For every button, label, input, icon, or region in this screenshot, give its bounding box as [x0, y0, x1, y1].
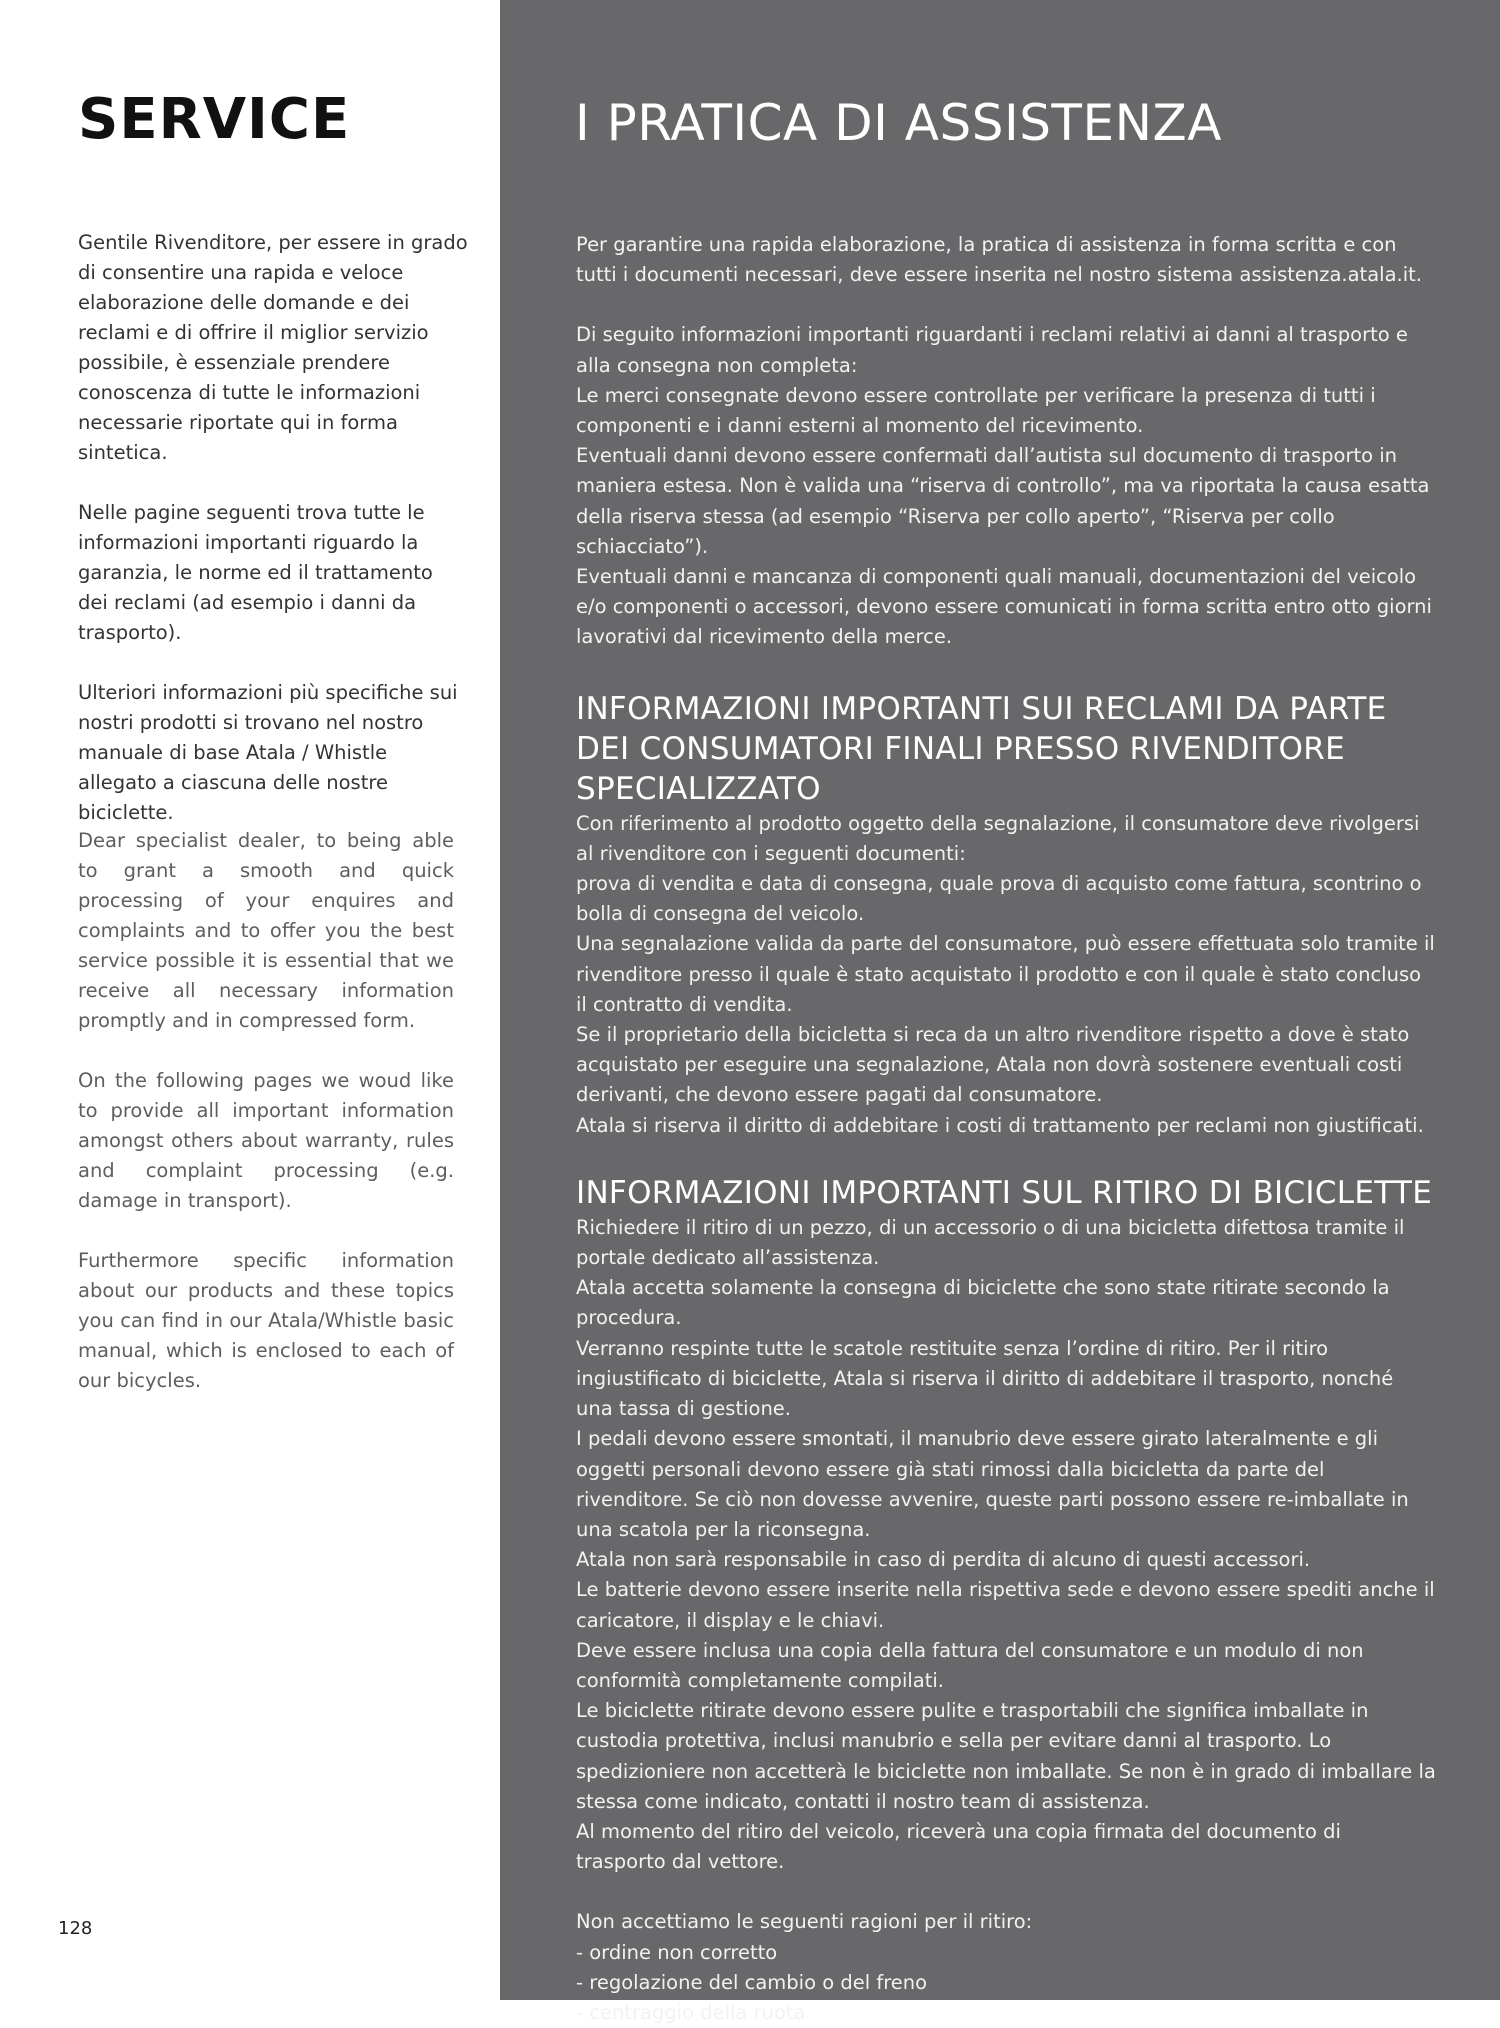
text-line: Di seguito informazioni importanti riguardanti i reclami relativi ai danni al trasporto e alla consegna non completa: [576, 323, 1408, 377]
text-line: Con riferimento al prodotto oggetto della segnalazione, il consumatore deve rivolgersi al rivenditore con i seguenti documenti: [576, 811, 1420, 865]
text-line: Eventuali danni e mancanza di componenti quali manuali, documentazioni del veicolo e/o componenti o accessori, devono essere comunicati in forma scritta entro otto giorni lavorativi dal ricevimento della merce. [576, 565, 1432, 649]
transport-damage-block [576, 320, 1436, 652]
left-column [0, 0, 500, 2000]
text-line: Se il proprietario della bicicletta si reca da un altro rivenditore rispetto a dove è stato acquistato per eseguire una segnalazione, Atala non dovrà sostenere eventuali costi derivanti, che devono essere pagati dal consumatore. [576, 1023, 1410, 1107]
text-line: Atala si riserva il diritto di addebitare i costi di trattamento per reclami non giustificati. [576, 1113, 1424, 1137]
text-line: Verranno respinte tutte le scatole restituite senza l’ordine di ritiro. Per il ritiro ingiustificato di biciclette, Atala si riserva il diritto di addebitare il trasporto, nonché una tassa di gestione. [576, 1336, 1394, 1421]
text-line: Atala non sarà responsabile in caso di perdita di alcuno di questi accessori. [576, 1548, 1311, 1572]
text-line: Le merci consegnate devono essere controllate per verificare la presenza di tutti i componenti e i danni esterni al momento del ricevimento. [576, 383, 1376, 438]
section-heading: INFORMAZIONI IMPORTANTI SUI RECLAMI DA PARTE DEI CONSUMATORI FINALI PRESSO RIVENDITORE SPECIALIZZATO [576, 690, 1387, 807]
text-line: Richiedere il ritiro di un pezzo, di un accessorio o di una bicicletta difettosa tramite il portale dedicato all’assistenza. [576, 1215, 1405, 1270]
english-paragraph: Furthermore specific information about our products and these topics you can find in our Atala/Whistle basic manual, which is enclosed to each of our bicycles. [78, 1249, 454, 1392]
service-title: SERVICE [78, 87, 351, 152]
text-line: Una segnalazione valida da parte del consumatore, può essere effettuata solo tramite il rivenditore presso il quale è stato acquistato il prodotto e con il quale è stato concluso il contratto di vendita. [576, 932, 1435, 1016]
section-heading: INFORMAZIONI IMPORTANTI SUL RITIRO DI BICICLETTE [576, 1174, 1433, 1211]
text-line: Eventuali danni devono essere confermati dall’autista sul documento di trasporto in maniera estesa. Non è valida una “riserva di controllo”, ma va riportata la causa esatta della riserva stessa (ad esempio “Riserva per collo aperto”, “Riserva per collo schiacciato”). [576, 444, 1430, 558]
english-paragraph: On the following pages we woud like to provide all important information amongst others about warranty, rules and complaint processing (e.g. damage in transport). [78, 1069, 454, 1212]
text-line: Deve essere inclusa una copia della fattura del consumatore e un modulo di non conformità completamente compilati. [576, 1638, 1364, 1692]
text-line: Al momento del ritiro del veicolo, riceverà una copia firmata del documento di trasporto dal vettore. [576, 1819, 1341, 1874]
italian-paragraph: Gentile Rivenditore, per essere in grado di consentire una rapida e veloce elaborazione delle domande e dei reclami e di offrire il miglior servizio possibile, è essenziale prendere conoscenza di tutte le informazioni necessarie riportate qui in forma sintetica. [78, 231, 468, 464]
assistance-content [576, 230, 1436, 2028]
list-item: - regolazione del cambio o del freno [576, 1970, 928, 1994]
list-item: - centraggio della ruota [576, 2000, 806, 2024]
text-line: I pedali devono essere smontati, il manubrio deve essere girato lateralmente e gli oggetti personali devono essere già stati rimossi dalla bicicletta da parte del rivenditore. Se ciò non dovesse avvenire, queste parti possono essere re-imballate in una scatola per la riconsegna. [576, 1427, 1409, 1541]
english-paragraph: Dear specialist dealer, to being able to grant a smooth and quick processing of your enquires and complaints and to offer you the best service possible it is essential that we receive all necessary information promptly and in compressed form. [78, 829, 454, 1032]
reasons-intro: Non accettiamo le seguenti ragioni per il ritiro: [576, 1910, 1033, 1934]
english-intro [78, 826, 454, 1426]
text-line: prova di vendita e data di consegna, quale prova di acquisto come fattura, scontrino o bolla di consegna del veicolo. [576, 872, 1422, 926]
assistance-title: I PRATICA DI ASSISTENZA [575, 94, 1222, 152]
intro-paragraph: Per garantire una rapida elaborazione, la pratica di assistenza in forma scritta e con tutti i documenti necessari, deve essere inserita nel nostro sistema assistenza.atala.it. [576, 233, 1422, 287]
text-line: Atala accetta solamente la consegna di biciclette che sono state ritirate secondo la procedura. [576, 1276, 1390, 1330]
italian-paragraph: Ulteriori informazioni più specifiche sui nostri prodotti si trovano nel nostro manuale di base Atala / Whistle allegato a ciascuna delle nostre biciclette. [78, 681, 458, 824]
list-item: - ordine non corretto [576, 1940, 778, 1964]
italian-intro [78, 228, 468, 858]
text-line: Le batterie devono essere inserite nella rispettiva sede e devono essere spediti anche il caricatore, il display e le chiavi. [576, 1578, 1435, 1632]
bicycle-pickup-section [576, 1173, 1436, 2028]
rejection-reasons [576, 1907, 1436, 2028]
page-number: 128 [58, 1918, 93, 1939]
right-column [500, 0, 1500, 2024]
consumer-complaints-section [576, 689, 1436, 1141]
italian-paragraph: Nelle pagine seguenti trova tutte le informazioni importanti riguardo la garanzia, le norme ed il trattamento dei reclami (ad esempio i danni da trasporto). [78, 501, 433, 644]
text-line: Le biciclette ritirate devono essere pulite e trasportabili che significa imballate in custodia protettiva, inclusi manubrio e sella per evitare danni al trasporto. Lo spedizioniere non accetterà le biciclette non imballate. Se non è in grado di imballare la stessa come indicato, contatti il nostro team di assistenza. [576, 1699, 1436, 1813]
